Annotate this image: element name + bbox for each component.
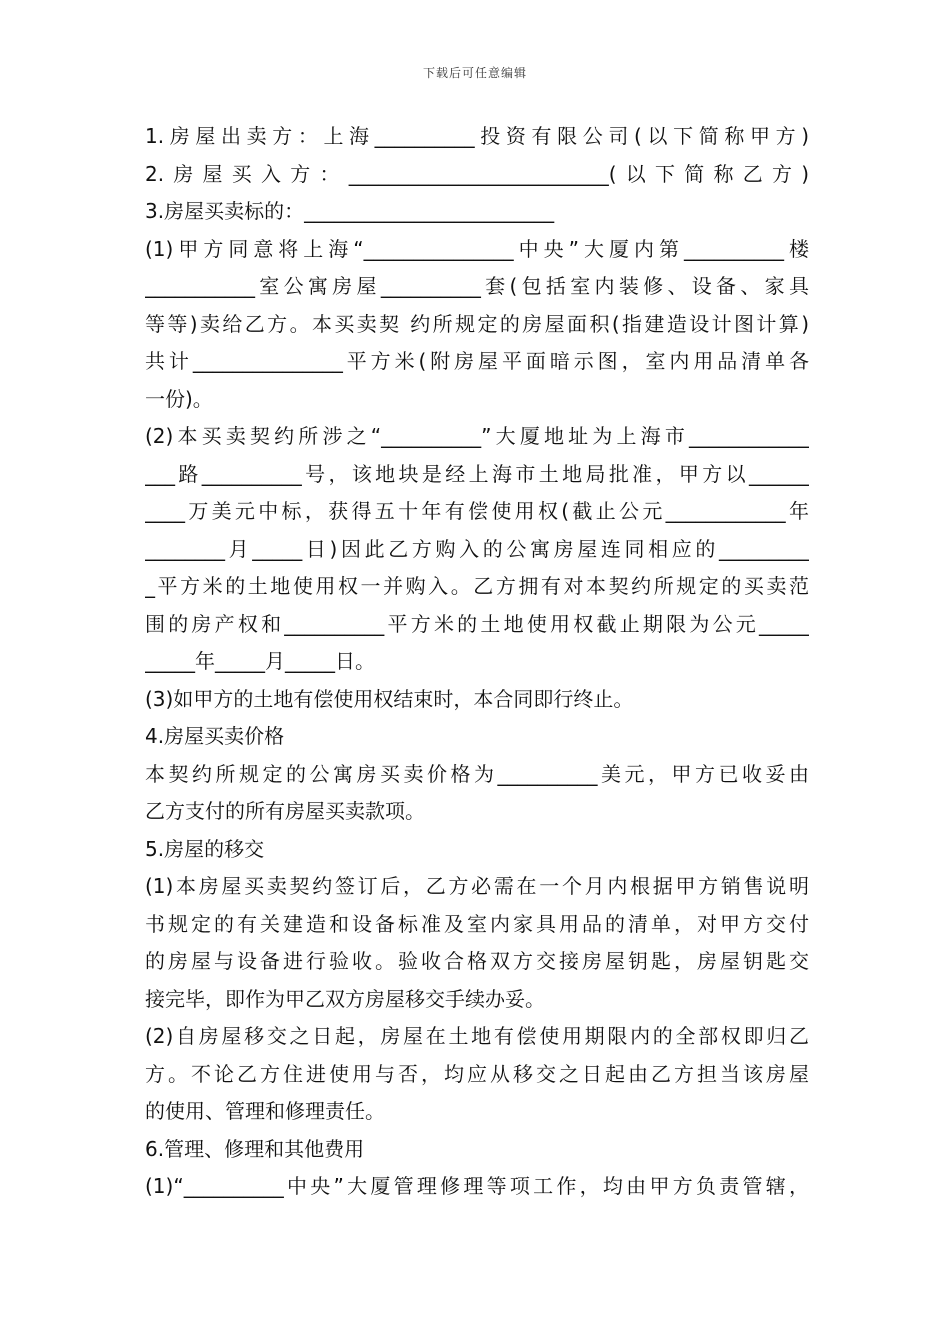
clause-3-2-text: ___路__________号，该地块是经上海市土地局批准，甲方以______: [145, 461, 809, 486]
clause-4-text: 本契约所规定的公寓房买卖价格为__________美元，甲方已收妥由: [145, 761, 809, 786]
clause-3-subject: 3.房屋买卖标的：_________________________: [145, 199, 555, 223]
clause-3-2-text: _____年_____月_____日。: [145, 649, 375, 673]
clause-5-1-text: (1)本房屋买卖契约签订后，乙方必需在一个月内根据甲方销售说明: [145, 874, 809, 898]
clause-5-2-text: (2)自房屋移交之日起，房屋在土地有偿使用期限内的全部权即归乙: [145, 1024, 809, 1048]
clause-3-3-text: (3)如甲方的土地有偿使用权结束时，本合同即行终止。: [145, 686, 634, 711]
clause-5-heading: 5.房屋的移交: [145, 836, 265, 861]
clause-3-1-text: ___________室公寓房屋__________套(包括室内装修、设备、家具: [145, 274, 809, 298]
clause-4-text: 乙方支付的所有房屋买卖款项。: [145, 799, 425, 823]
clause-2-buyer: 2.房屋买入方：__________________________(以下简称乙方): [145, 161, 809, 186]
contract-body: [145, 118, 809, 1206]
clause-3-1-text: 共计_______________平方米(附房屋平面暗示图，室内用品清单各: [145, 349, 809, 373]
clause-4-heading: 4.房屋买卖价格: [145, 724, 285, 748]
clause-1-seller: 1.房屋出卖方：上海__________投资有限公司(以下简称甲方): [145, 124, 809, 148]
clause-3-2-text: (2)本买卖契约所涉之“__________”大厦地址为上海市____________: [145, 424, 809, 448]
clause-6-heading: 6.管理、修理和其他费用: [145, 1136, 365, 1161]
clause-3-2-text: ____万美元中标，获得五十年有偿使用权(截止公元____________年: [145, 499, 809, 523]
clause-3-2-text: _平方米的土地使用权一并购入。乙方拥有对本契约所规定的买卖范: [145, 574, 809, 598]
clause-5-2-text: 的使用、管理和修理责任。: [145, 1099, 385, 1123]
clause-3-1-text: (1)甲方同意将上海“_______________中央”大厦内第__________楼: [145, 236, 809, 261]
page-header-note: 下载后可任意编辑: [422, 66, 527, 80]
clause-5-1-text: 的房屋与设备进行验收。验收合格双方交接房屋钥匙，房屋钥匙交: [145, 949, 809, 973]
clause-3-1-text: 等等)卖给乙方。本买卖契 约所规定的房屋面积(指建造设计图计算): [145, 311, 809, 336]
clause-3-2-text: ________月_____日)因此乙方购入的公寓房屋连同相应的_________: [145, 536, 809, 561]
clause-5-2-text: 方。不论乙方住进使用与否，均应从移交之日起由乙方担当该房屋: [145, 1061, 809, 1086]
clause-5-1-text: 接完毕，即作为甲乙双方房屋移交手续办妥。: [145, 986, 545, 1011]
clause-3-1-text: 一份)。: [145, 386, 213, 411]
clause-3-2-text: 围的房产权和__________平方米的土地使用权截止期限为公元_____: [145, 611, 809, 636]
clause-5-1-text: 书规定的有关建造和设备标准及室内家具用品的清单，对甲方交付: [145, 911, 809, 936]
clause-6-1-text: (1)“__________中央”大厦管理修理等项工作，均由甲方负责管辖，: [145, 1174, 809, 1198]
